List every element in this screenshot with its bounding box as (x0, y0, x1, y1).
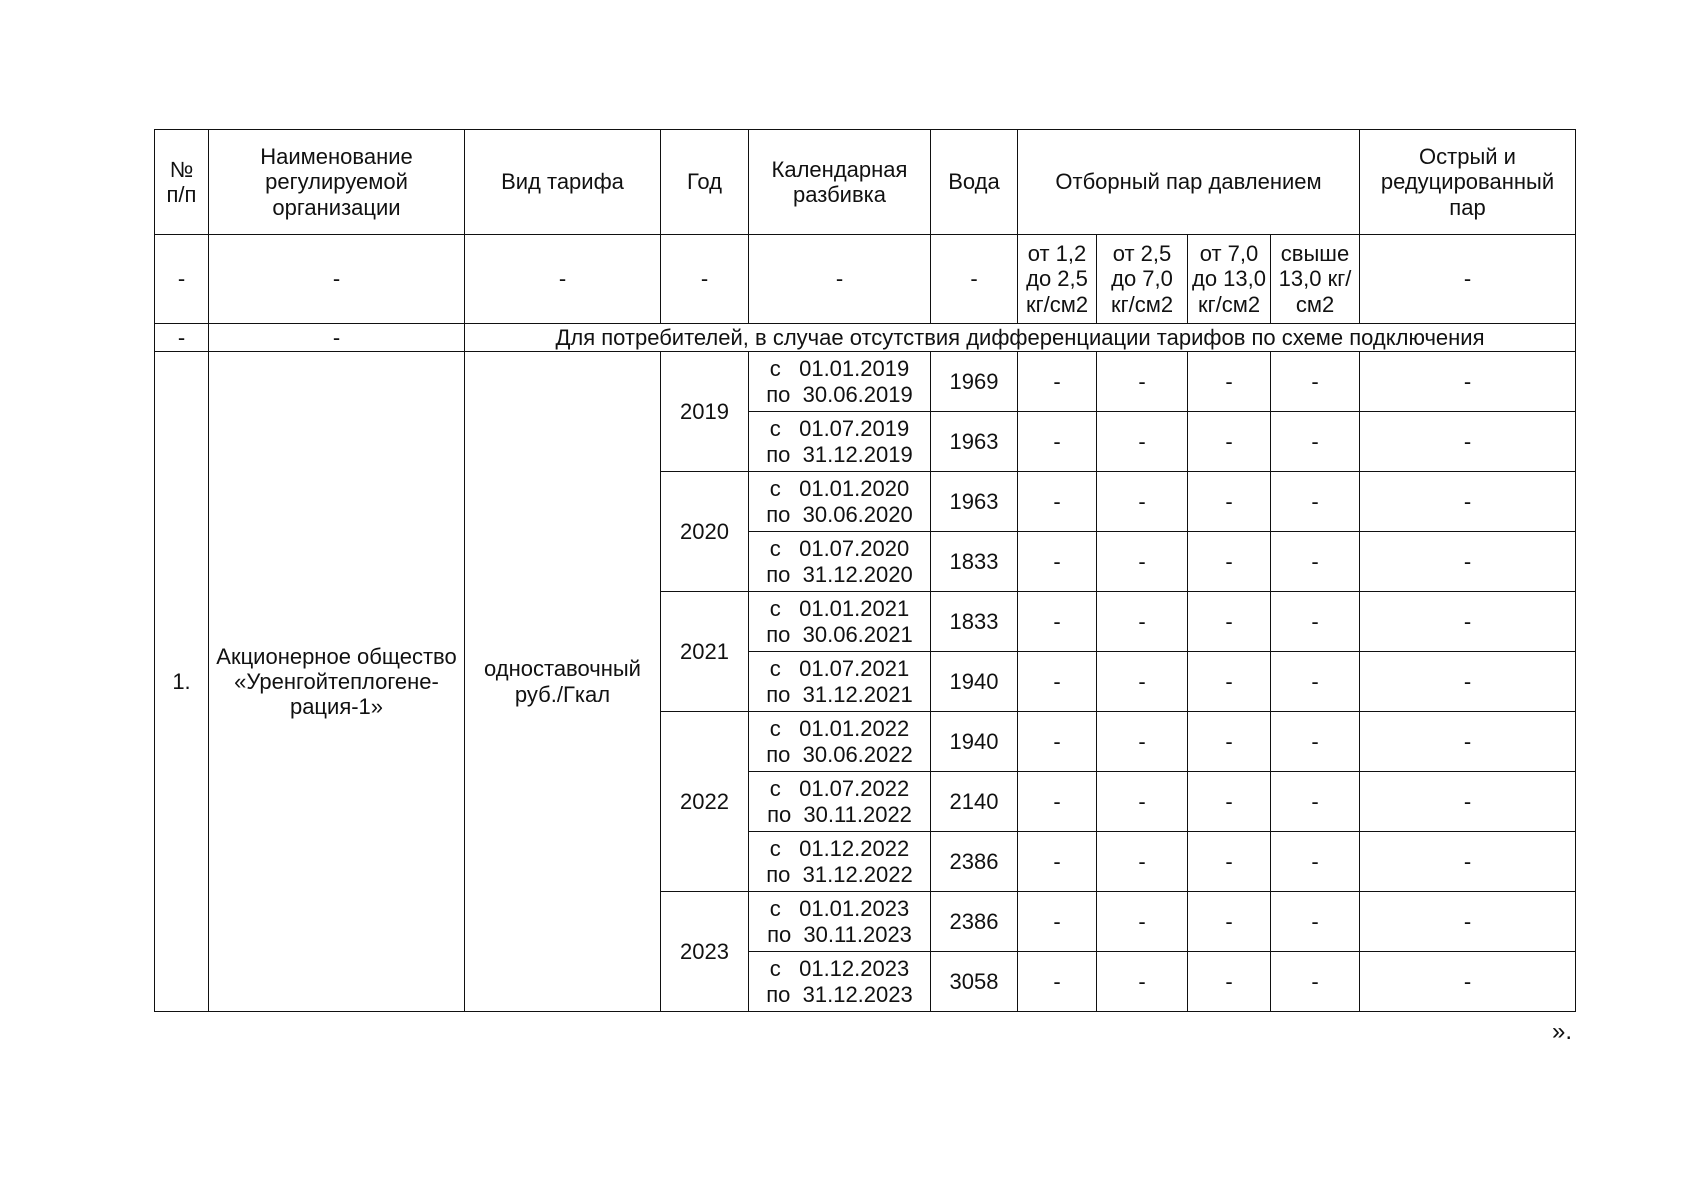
period-cell: с 01.12.2022 по 31.12.2022 (749, 832, 931, 892)
note-dash: - (209, 324, 465, 352)
steam-tariff-cell: - (1018, 532, 1097, 592)
steam-tariff-cell: - (1018, 652, 1097, 712)
tariff-table (154, 129, 1576, 1012)
sharp-steam-tariff-cell: - (1360, 772, 1576, 832)
subheader-row (155, 235, 1576, 324)
period-cell: с 01.01.2020 по 30.06.2020 (749, 472, 931, 532)
steam-tariff-cell: - (1018, 832, 1097, 892)
steam-tariff-cell: - (1097, 772, 1188, 832)
entry-tariff: одноставочный руб./Гкал (465, 352, 661, 1012)
steam-tariff-cell: - (1271, 832, 1360, 892)
steam-tariff-cell: - (1018, 592, 1097, 652)
steam-tariff-cell: - (1097, 952, 1188, 1012)
end-quote-mark: ». (1552, 1018, 1573, 1045)
steam-tariff-cell: - (1097, 352, 1188, 412)
sharp-steam-tariff-cell: - (1360, 952, 1576, 1012)
steam-tariff-cell: - (1271, 892, 1360, 952)
subheader-pressure-2: от 2,5 до 7,0 кг/см2 (1097, 235, 1188, 324)
sharp-steam-tariff-cell: - (1360, 412, 1576, 472)
steam-tariff-cell: - (1188, 592, 1271, 652)
steam-tariff-cell: - (1188, 832, 1271, 892)
entry-num: 1. (155, 352, 209, 1012)
water-tariff-cell: 2386 (931, 832, 1018, 892)
subheader-dash: - (749, 235, 931, 324)
steam-tariff-cell: - (1097, 712, 1188, 772)
header-steam: Отборный пар давлением (1018, 130, 1360, 235)
steam-tariff-cell: - (1018, 412, 1097, 472)
steam-tariff-cell: - (1271, 772, 1360, 832)
period-cell: с 01.07.2021 по 31.12.2021 (749, 652, 931, 712)
steam-tariff-cell: - (1097, 832, 1188, 892)
steam-tariff-cell: - (1018, 712, 1097, 772)
steam-tariff-cell: - (1188, 412, 1271, 472)
period-cell: с 01.07.2020 по 31.12.2020 (749, 532, 931, 592)
water-tariff-cell: 2140 (931, 772, 1018, 832)
steam-tariff-cell: - (1097, 652, 1188, 712)
subheader-dash: - (931, 235, 1018, 324)
period-cell: с 01.07.2019 по 31.12.2019 (749, 412, 931, 472)
sharp-steam-tariff-cell: - (1360, 652, 1576, 712)
steam-tariff-cell: - (1097, 892, 1188, 952)
steam-tariff-cell: - (1188, 892, 1271, 952)
steam-tariff-cell: - (1271, 952, 1360, 1012)
header-year: Год (661, 130, 749, 235)
water-tariff-cell: 1940 (931, 652, 1018, 712)
water-tariff-cell: 1833 (931, 592, 1018, 652)
header-tariff: Вид тарифа (465, 130, 661, 235)
steam-tariff-cell: - (1018, 892, 1097, 952)
water-tariff-cell: 3058 (931, 952, 1018, 1012)
subheader-pressure-4: свыше 13,0 кг/см2 (1271, 235, 1360, 324)
steam-tariff-cell: - (1271, 652, 1360, 712)
steam-tariff-cell: - (1188, 532, 1271, 592)
period-cell: с 01.01.2021 по 30.06.2021 (749, 592, 931, 652)
subheader-dash: - (209, 235, 465, 324)
period-cell: с 01.12.2023 по 31.12.2023 (749, 952, 931, 1012)
steam-tariff-cell: - (1271, 352, 1360, 412)
sharp-steam-tariff-cell: - (1360, 832, 1576, 892)
steam-tariff-cell: - (1018, 352, 1097, 412)
header-row (155, 130, 1576, 235)
water-tariff-cell: 1969 (931, 352, 1018, 412)
steam-tariff-cell: - (1188, 712, 1271, 772)
steam-tariff-cell: - (1271, 412, 1360, 472)
water-tariff-cell: 1940 (931, 712, 1018, 772)
note-text: Для потребителей, в случае отсутствия дифференциации тарифов по схеме подключения (465, 324, 1576, 352)
year-cell: 2022 (661, 712, 749, 892)
steam-tariff-cell: - (1097, 472, 1188, 532)
year-cell: 2020 (661, 472, 749, 592)
subheader-dash: - (465, 235, 661, 324)
water-tariff-cell: 2386 (931, 892, 1018, 952)
year-cell: 2023 (661, 892, 749, 1012)
header-org: Наименование регулируемой организации (209, 130, 465, 235)
steam-tariff-cell: - (1018, 472, 1097, 532)
subheader-pressure-3: от 7,0 до 13,0 кг/см2 (1188, 235, 1271, 324)
steam-tariff-cell: - (1271, 472, 1360, 532)
note-row (155, 324, 1576, 352)
sharp-steam-tariff-cell: - (1360, 892, 1576, 952)
note-dash: - (155, 324, 209, 352)
year-cell: 2019 (661, 352, 749, 472)
period-cell: с 01.07.2022 по 30.11.2022 (749, 772, 931, 832)
steam-tariff-cell: - (1018, 952, 1097, 1012)
header-sharp-steam: Острый и редуцированный пар (1360, 130, 1576, 235)
steam-tariff-cell: - (1188, 772, 1271, 832)
steam-tariff-cell: - (1018, 772, 1097, 832)
steam-tariff-cell: - (1271, 592, 1360, 652)
steam-tariff-cell: - (1188, 952, 1271, 1012)
sharp-steam-tariff-cell: - (1360, 472, 1576, 532)
steam-tariff-cell: - (1188, 352, 1271, 412)
steam-tariff-cell: - (1188, 472, 1271, 532)
steam-tariff-cell: - (1097, 592, 1188, 652)
subheader-dash: - (661, 235, 749, 324)
steam-tariff-cell: - (1097, 412, 1188, 472)
steam-tariff-cell: - (1271, 712, 1360, 772)
header-water: Вода (931, 130, 1018, 235)
data-body (155, 352, 1576, 1012)
table-row (155, 352, 1576, 412)
subheader-pressure-1: от 1,2 до 2,5 кг/см2 (1018, 235, 1097, 324)
period-cell: с 01.01.2019 по 30.06.2019 (749, 352, 931, 412)
water-tariff-cell: 1833 (931, 532, 1018, 592)
header-period: Календарная разбивка (749, 130, 931, 235)
water-tariff-cell: 1963 (931, 472, 1018, 532)
sharp-steam-tariff-cell: - (1360, 592, 1576, 652)
period-cell: с 01.01.2022 по 30.06.2022 (749, 712, 931, 772)
steam-tariff-cell: - (1097, 532, 1188, 592)
subheader-dash: - (155, 235, 209, 324)
sharp-steam-tariff-cell: - (1360, 352, 1576, 412)
sharp-steam-tariff-cell: - (1360, 712, 1576, 772)
sharp-steam-tariff-cell: - (1360, 532, 1576, 592)
water-tariff-cell: 1963 (931, 412, 1018, 472)
steam-tariff-cell: - (1188, 652, 1271, 712)
subheader-dash: - (1360, 235, 1576, 324)
header-num: № п/п (155, 130, 209, 235)
entry-org: Акционерное общество «Уренгойтеплогене-рация-1» (209, 352, 465, 1012)
year-cell: 2021 (661, 592, 749, 712)
period-cell: с 01.01.2023 по 30.11.2023 (749, 892, 931, 952)
steam-tariff-cell: - (1271, 532, 1360, 592)
